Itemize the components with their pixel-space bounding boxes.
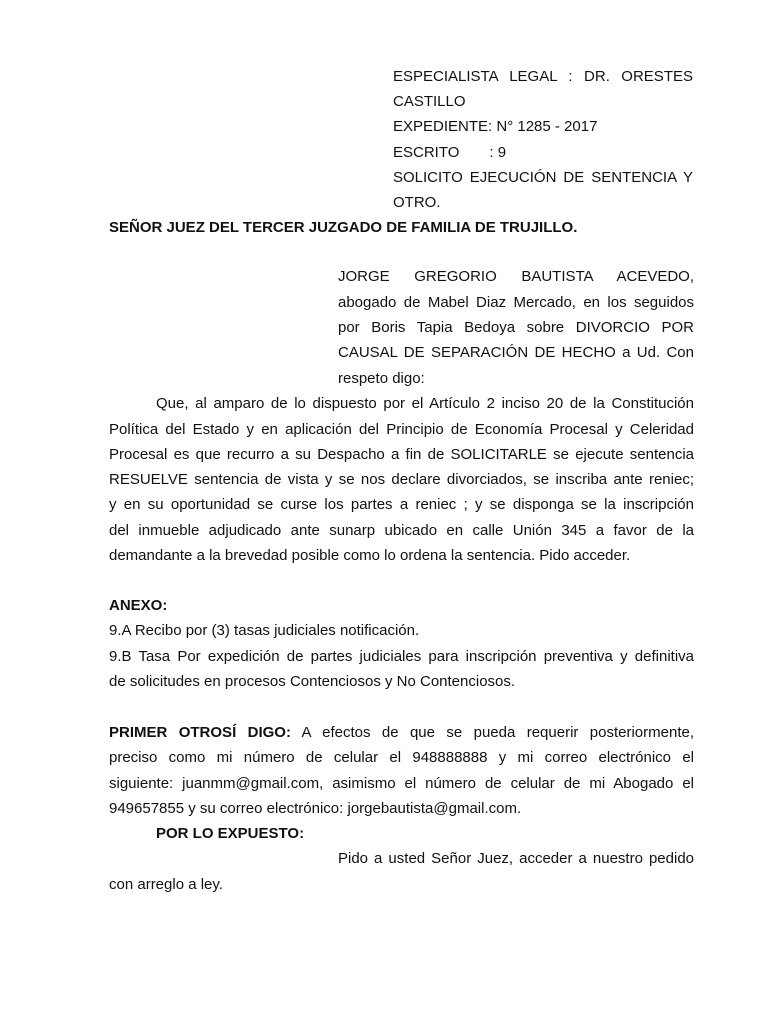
escrito-label: ESCRITO	[393, 144, 460, 161]
main-paragraph-line: RESUELVE sentencia de vista y se nos declare divorciados, se inscriba ante reniec;	[109, 471, 694, 488]
closing-line-cont: con arreglo a ley.	[109, 876, 223, 893]
header-expediente: EXPEDIENTE: N° 1285 - 2017	[393, 118, 598, 135]
anexo-item-a: 9.A Recibo por (3) tasas judiciales notificación.	[109, 622, 420, 639]
escrito-value: : 9	[489, 144, 507, 161]
intro-line: abogado de Mabel Diaz Mercado, en los seguidos	[338, 294, 694, 311]
anexo-title: ANEXO:	[109, 597, 168, 614]
main-paragraph-line: Que, al amparo de lo dispuesto por el Artículo 2 inciso 20 de la Constitución	[156, 395, 694, 412]
anexo-item-b: 9.B Tasa Por expedición de partes judiciales para inscripción preventiva y definitiva	[109, 648, 694, 665]
anexo-item-b-cont: de solicitudes en procesos Contenciosos y No Contenciosos.	[109, 673, 516, 690]
main-paragraph-line: y en su oportunidad se curse los partes a reniec ; y se disponga se la inscripción	[109, 496, 694, 513]
header-escrito	[393, 140, 693, 165]
otrosi-line: preciso como mi número de celular el 948888888 y mi correo electrónico el	[109, 749, 694, 766]
closing-line: Pido a usted Señor Juez, acceder a nuestro pedido	[338, 850, 694, 867]
otrosi-line: 949657855 y su correo electrónico: jorgebautista@gmail.com.	[109, 800, 522, 817]
header-sumilla: SOLICITO EJECUCIÓN DE SENTENCIA Y	[393, 169, 693, 186]
header-sumilla-cont: OTRO.	[393, 194, 441, 211]
closing-title: POR LO EXPUESTO:	[156, 825, 305, 842]
addressee: SEÑOR JUEZ DEL TERCER JUZGADO DE FAMILIA DE TRUJILLO.	[109, 219, 578, 236]
otrosi-label: PRIMER OTROSÍ DIGO:	[109, 724, 291, 741]
intro-line: respeto digo:	[338, 370, 425, 387]
intro-line: JORGE GREGORIO BAUTISTA ACEVEDO,	[338, 268, 694, 285]
otrosi-text: A efectos de que se pueda requerir posteriormente,	[301, 724, 695, 741]
main-paragraph-line: demandante a la brevedad posible como lo ordena la sentencia. Pido acceder.	[109, 547, 631, 564]
intro-line: CAUSAL DE SEPARACIÓN DE HECHO a Ud. Con	[338, 344, 694, 361]
main-paragraph-line: Procesal es que recurro a su Despacho a fin de SOLICITARLE se ejecute sentencia	[109, 446, 694, 463]
header-especialista-cont: CASTILLO	[393, 93, 466, 110]
main-paragraph-line: Política del Estado y en aplicación del Principio de Economía Procesal y Celeridad	[109, 421, 694, 438]
otrosi-line	[109, 720, 694, 745]
main-paragraph-line: del inmueble adjudicado ante sunarp ubicado en calle Unión 345 a favor de la	[109, 522, 694, 539]
otrosi-line: siguiente: juanmm@gmail.com, asimismo el número de celular de mi Abogado el	[109, 775, 694, 792]
intro-line: por Boris Tapia Bedoya sobre DIVORCIO POR	[338, 319, 694, 336]
header-especialista: ESPECIALISTA LEGAL : DR. ORESTES	[393, 68, 693, 85]
